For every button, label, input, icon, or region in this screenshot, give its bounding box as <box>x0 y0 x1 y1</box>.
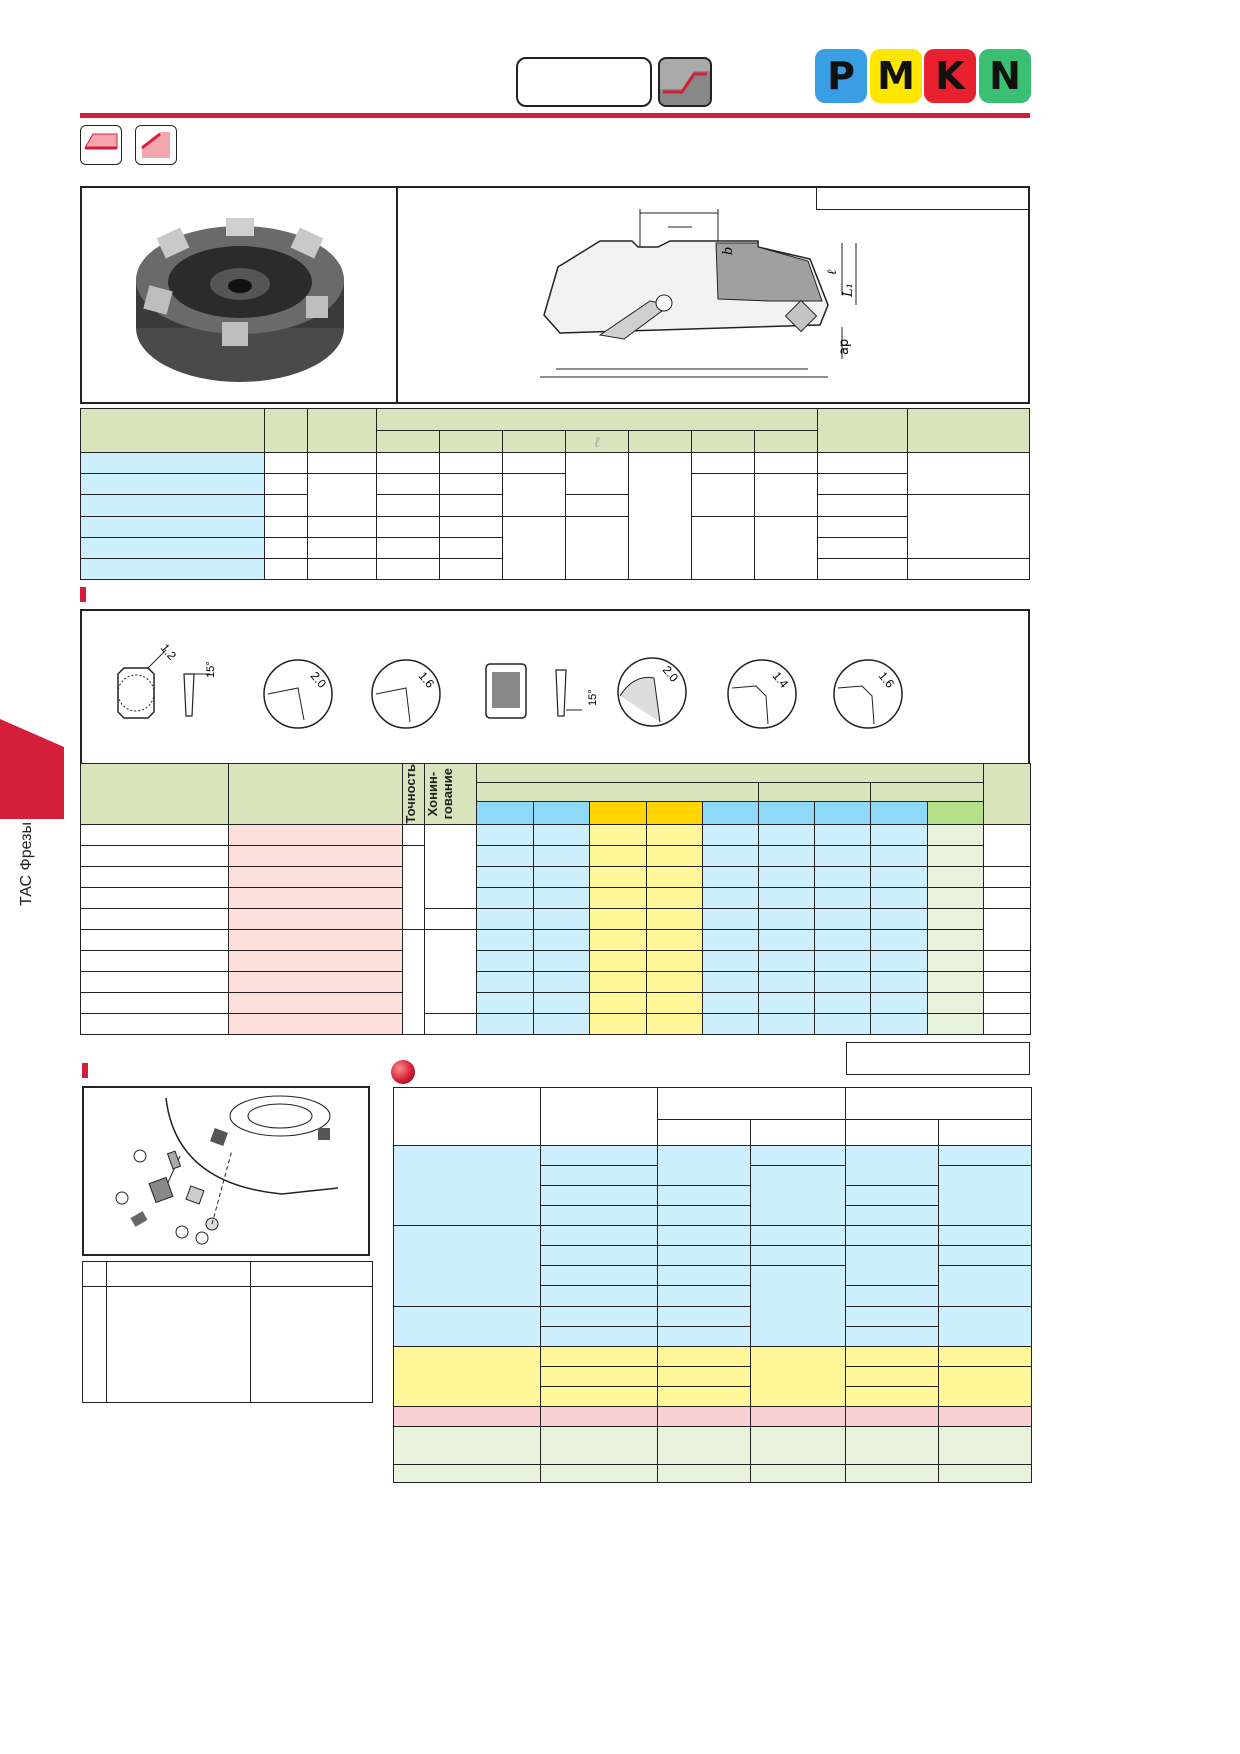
assembly-drawing <box>92 1090 362 1250</box>
dim-l-label: ℓ <box>825 269 840 275</box>
r6-label: 1.6 <box>875 668 898 691</box>
milling-cutter-photo <box>130 210 350 386</box>
accuracy-header: Точность <box>403 764 418 824</box>
shoulder-milling-icon <box>658 57 712 107</box>
dim-l1-label: L₁ <box>841 283 856 297</box>
material-badge-k: K <box>924 49 976 103</box>
material-badge-p: P <box>815 49 867 103</box>
chamfer-milling-icon <box>135 125 177 165</box>
section-marker-inserts <box>80 587 86 602</box>
clear1-label: 15° <box>205 661 217 678</box>
cutting-conditions-table <box>393 1087 1032 1483</box>
clear2-label: 15° <box>587 689 599 706</box>
insert-grades-table <box>80 763 1031 1035</box>
header-red-rule <box>80 113 1030 118</box>
honing-header: Хонин- гование <box>425 768 455 820</box>
dim-ap-label: ap <box>837 338 852 355</box>
side-tab-label: ТАС Фрезы <box>18 822 35 907</box>
material-badge-m: M <box>870 49 922 103</box>
section-marker-parts <box>82 1063 88 1078</box>
material-badge-n: N <box>979 49 1031 103</box>
cutter-section-drawing <box>520 205 880 395</box>
r3-label: 1.6 <box>415 668 438 691</box>
face-milling-icon <box>80 125 122 165</box>
dim-b-label: b <box>721 246 736 255</box>
r4-label: 2.0 <box>659 662 682 685</box>
r5-label: 1.4 <box>769 668 792 691</box>
right-label-box <box>846 1042 1030 1075</box>
section-bullet-icon <box>391 1060 415 1084</box>
insert-drawings <box>100 630 920 740</box>
cutter-dimensions-table <box>80 408 1030 580</box>
side-tab <box>0 719 64 819</box>
frame-divider <box>396 186 398 404</box>
col-l-symbol: ℓ <box>566 431 629 453</box>
r2-label: 2.0 <box>307 668 330 691</box>
spare-parts-table <box>82 1261 373 1403</box>
r1-label: 1.2 <box>157 640 180 663</box>
header-blank-box <box>516 57 652 107</box>
